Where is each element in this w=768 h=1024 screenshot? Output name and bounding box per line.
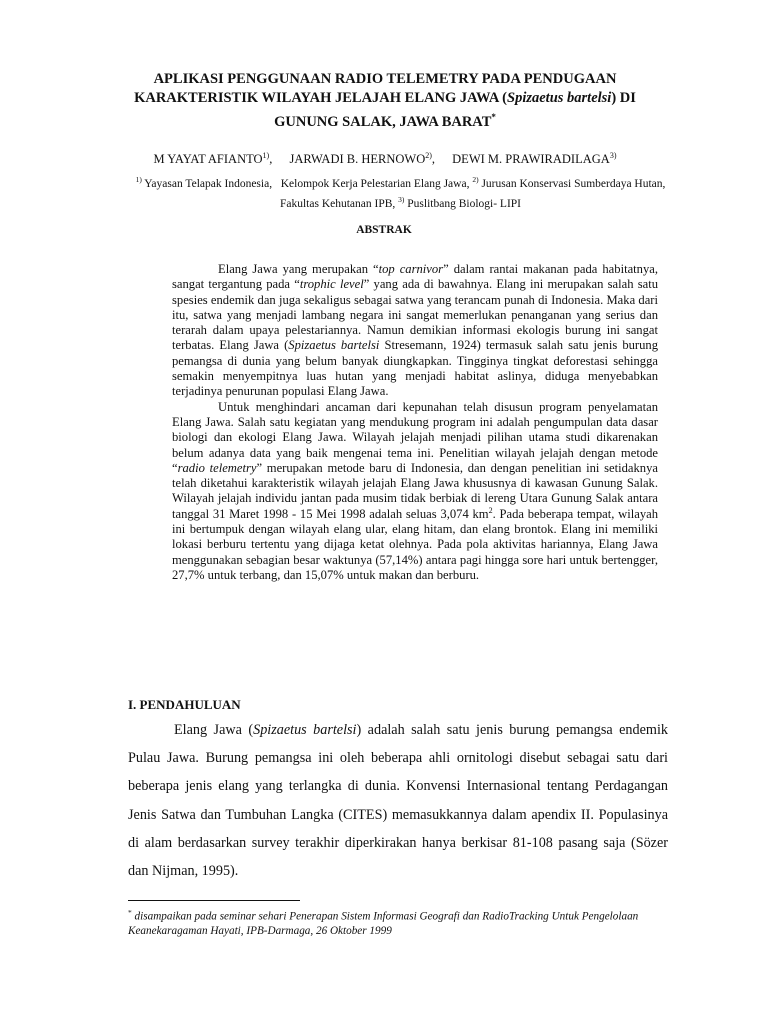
author-3-name: DEWI M. PRAWIRADILAGA <box>452 152 610 167</box>
abstract-paragraph-1 <box>172 262 658 400</box>
title-footnote-mark: * <box>491 112 496 122</box>
title-line-1: APLIKASI PENGGUNAAN RADIO TELEMETRY PADA PENDUGAAN <box>153 71 617 87</box>
title-line-3-text: GUNUNG SALAK, JAWA BARAT <box>274 113 492 130</box>
italic-text: radio telemetry <box>177 460 257 475</box>
text-run: ) adalah salah satu jenis burung pemangsa endemik Pulau Jawa. Burung pemangsa ini oleh beberapa ahli ornitologi disebut sebagai satu dari beberapa jenis elang yang terlangka di dunia. Konvensi Internasional tentang Perdagangan Jenis Satwa dan Tumbuhan Langka (CITES) memasukkannya dalam apendix II. Populasinya di alam berdasarkan survey terakhir diperkirakan hanya berkisar 81-108 pasang saja (Sözer dan Nijman, 1995). <box>128 722 668 880</box>
author-2-sep: , <box>431 152 436 167</box>
title-line-2-start: KARAKTERISTIK WILAYAH JELAJAH ELANG JAWA ( <box>134 90 507 106</box>
text-run: ” merupakan metode baru di Indonesia, dan dengan penelitian ini setidaknya telah diketahui karakteristik wilayah jelajah Elang Jawa khususnya di kawasan Gunung Salak. Wilayah jelajah individu jantan pada musim tidak berbiak di lereng Utara Gunung Salak antara tanggal 31 Maret 1998 - 15 Mei 1998 adalah seluas 3,074 km <box>172 460 658 521</box>
affiliation-2-mark: 2) <box>472 175 479 184</box>
text-run: . Pada beberapa tempat, wilayah ini bertumpuk dengan wilayah elang ular, elang hitam, dan elang brontok. Elang ini memiliki lokasi berburu tertentu yang dijaga ketat olehnya. Pada pola aktivitas hariannya, Elang Jawa menggunakan sebagian besar waktunya (57,14%) antara pagi hingga sore hari untuk bertengger, 27,7% untuk terbang, dan 15,07% untuk makan dan berburu. <box>172 506 659 582</box>
paper-title <box>100 70 670 132</box>
author-3-mark: 3) <box>609 151 617 160</box>
italic-text: Spizaetus bartelsi <box>253 722 357 738</box>
title-line-2 <box>100 89 670 108</box>
affiliation-1b: Kelompok Kerja Pelestarian Elang Jawa, <box>280 177 470 190</box>
affiliation-3: Puslitbang Biologi- LIPI <box>407 197 522 210</box>
superscript-text: 2 <box>488 505 493 515</box>
section-body-pendahuluan <box>128 716 668 885</box>
title-line-2-end: ) DI <box>611 90 636 106</box>
text-run: ” dalam rantai makanan pada habitatnya, sangat tergantung pada “ <box>172 262 658 292</box>
italic-text: Spizaetus bartelsi <box>288 338 380 353</box>
author-2 <box>289 152 435 166</box>
affiliation-3-mark: 3) <box>398 194 405 204</box>
author-2-name: JARWADI B. HERNOWO <box>289 152 426 167</box>
text-run: Elang Jawa yang merupakan “ <box>218 262 379 276</box>
author-3 <box>452 152 616 166</box>
footnote-mark: * <box>128 908 132 917</box>
text-run: ” yang ada di bawahnya. Elang ini merupakan salah satu spesies endemik dan juga sekaligus sebagai satwa yang terancam punah di Indonesia. Maka dari itu, satwa yang menjadi lambang negara ini sangat memerlukan penanganan yang serius dan terarah dalam upaya pelestariannya. Namun demikian informasi ekologis burung ini sangat terbatas. Elang Jawa ( <box>172 277 659 353</box>
affiliation-1-mark: 1) <box>135 175 142 184</box>
footnote <box>128 906 673 938</box>
affiliation-2: Jurusan Konservasi Sumberdaya Hutan, Fakultas Kehutanan IPB, <box>279 177 666 210</box>
section-heading-pendahuluan: I. PENDAHULUAN <box>128 697 241 712</box>
author-1-sep: , <box>269 152 273 167</box>
italic-text: trophic level <box>299 277 364 292</box>
text-run: Untuk menghindari ancaman dari kepunahan telah disusun program penyelamatan Elang Jawa. Salah satu kegiatan yang mendukung program ini adalah pengumpulan data dasar biologi dan ekologi Elang Jawa. Wilayah jelajah menjadi pilihan utama studi dikarenakan belum adanya data yang baik mengenai tema ini. Penelitian wilayah jelajah dengan metode “ <box>172 399 658 475</box>
body-paragraph-1 <box>128 716 668 885</box>
abstract-body <box>172 262 658 583</box>
title-line-3 <box>100 108 670 132</box>
author-1-name: M YAYAT AFIANTO <box>153 152 263 167</box>
author-list <box>90 148 680 167</box>
text-run: Elang Jawa ( <box>174 722 254 738</box>
text-run: Stresemann, 1924) termasuk salah satu jenis burung pemangsa di dunia yang belum banyak diungkapkan. Tingginya tingkat deforestasi sehingga semakin menyempitnya luas hutan yang menjadi habitat aslinya, diduga menyebabkan terjadinya penurunan populasi Elang Jawa. <box>172 338 658 399</box>
abstract-paragraph-2 <box>172 400 658 584</box>
affiliations <box>118 172 683 212</box>
footnote-divider <box>128 900 300 901</box>
author-1-mark: 1) <box>262 151 270 160</box>
footnote-text: disampaikan pada seminar sehari Penerapan Sistem Informasi Geografi dan RadioTracking Untuk Pengelolaan Keanekaragaman Hayati, IPB-Darmaga, 26 Oktober 1999 <box>128 910 639 937</box>
affiliation-1: Yayasan Telapak Indonesia, <box>144 177 273 190</box>
author-1 <box>153 152 272 166</box>
abstract-heading: ABSTRAK <box>356 224 412 236</box>
italic-text: top carnivor <box>378 262 444 276</box>
title-species-name: Spizaetus bartelsi <box>507 90 612 106</box>
author-2-mark: 2) <box>425 151 432 160</box>
